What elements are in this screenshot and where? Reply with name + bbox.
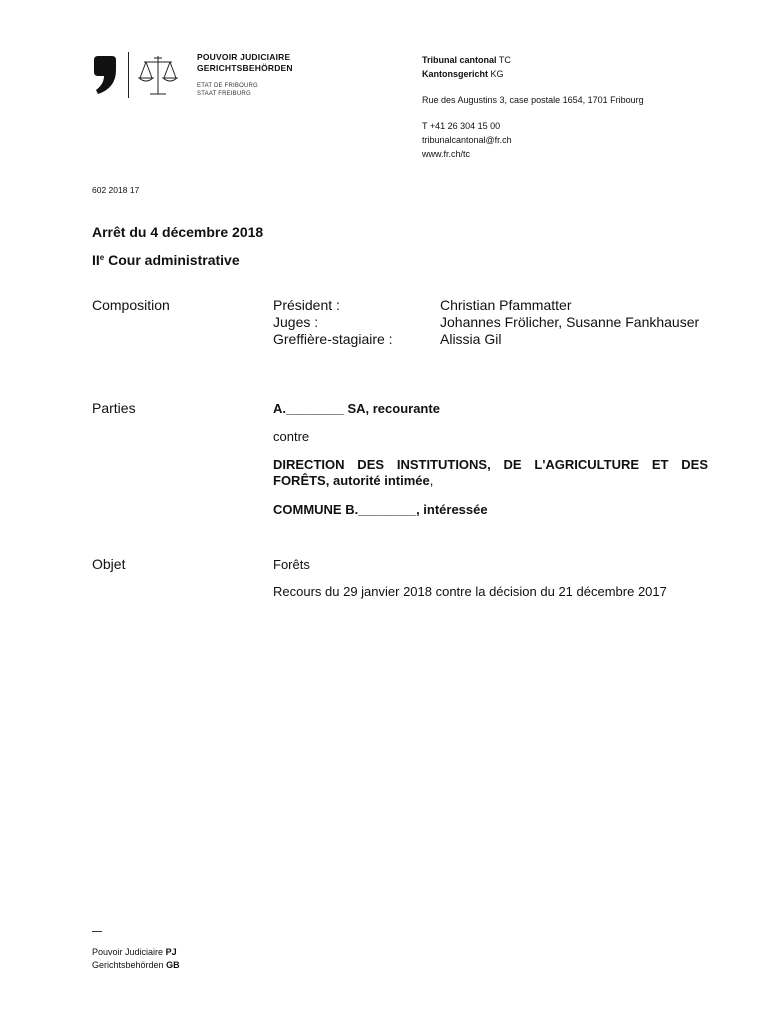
- comma-logo-icon: [92, 54, 118, 96]
- judgment-title: Arrêt du 4 décembre 2018: [92, 224, 264, 240]
- role-president: Président :: [273, 297, 340, 313]
- names-judges: Johannes Frölicher, Susanne Fankhauser: [440, 314, 700, 330]
- footer-line2-abbr: GB: [166, 960, 180, 970]
- names-president: Christian Pfammatter: [440, 297, 572, 313]
- footer-line1-abbr: PJ: [165, 947, 177, 957]
- court-website[interactable]: www.fr.ch/tc: [422, 149, 471, 159]
- party-authority: [273, 457, 708, 489]
- footer-line2-text: Gerichtsbehörden: [92, 960, 164, 970]
- court-chamber-sup: e: [99, 253, 105, 262]
- court-name-de: [422, 68, 504, 80]
- object-label: Objet: [92, 556, 126, 572]
- court-chamber: [92, 252, 240, 268]
- logo-state: [197, 82, 258, 98]
- court-phone: T +41 26 304 15 00: [422, 121, 501, 131]
- court-de-abbr: KG: [490, 69, 504, 79]
- object-description: Recours du 29 janvier 2018 contre la décision du 21 décembre 2017: [273, 584, 667, 599]
- object-subject: Forêts: [273, 557, 310, 572]
- court-fr-abbr: TC: [498, 55, 511, 65]
- logo-separator: [128, 52, 129, 98]
- logo-line-1: POUVOIR JUDICIAIRE: [197, 52, 291, 62]
- footer-line-2: [92, 959, 180, 971]
- role-judges: Juges :: [273, 314, 319, 330]
- footer-line1-text: Pouvoir Judiciaire: [92, 947, 164, 957]
- party-interested: [273, 502, 708, 518]
- logo-line-4: STAAT FREIBURG: [197, 91, 251, 97]
- appellant-name: A.________ SA: [273, 401, 366, 416]
- court-de-bold: Kantonsgericht: [422, 69, 489, 79]
- authority-role: , autorité intimée: [325, 473, 430, 488]
- role-clerk: Greffière-stagiaire :: [273, 331, 393, 347]
- scales-of-justice-icon: [138, 54, 178, 98]
- file-number: 602 2018 17: [92, 185, 140, 195]
- interested-name: COMMUNE B.________: [273, 502, 417, 517]
- versus-text: contre: [273, 429, 310, 444]
- footer-line-1: [92, 946, 177, 958]
- court-fr-bold: Tribunal cantonal: [422, 55, 497, 65]
- authority-end: ,: [429, 473, 434, 488]
- logo-line-2: GERICHTSBEHÖRDEN: [197, 63, 293, 73]
- footer-divider: [92, 931, 102, 932]
- court-name-fr: [422, 54, 511, 66]
- authority-name: DIRECTION DES INSTITUTIONS, DE L'AGRICULTURE ET DES FORÊTS: [273, 457, 708, 488]
- logo-line-3: ETAT DE FRIBOURG: [197, 83, 258, 89]
- parties-label: Parties: [92, 400, 136, 416]
- party-appellant: [273, 401, 708, 417]
- composition-label: Composition: [92, 297, 170, 313]
- interested-role: , intéressée: [416, 502, 488, 517]
- appellant-role: , recourante: [365, 401, 440, 416]
- court-chamber-rest: Cour administrative: [104, 252, 240, 268]
- names-clerk: Alissia Gil: [440, 331, 502, 347]
- logo-wordmark: [197, 52, 293, 74]
- court-address: Rue des Augustins 3, case postale 1654, 1701 Fribourg: [422, 95, 644, 105]
- court-chamber-prefix: II: [92, 252, 100, 268]
- court-email[interactable]: tribunalcantonal@fr.ch: [422, 135, 512, 145]
